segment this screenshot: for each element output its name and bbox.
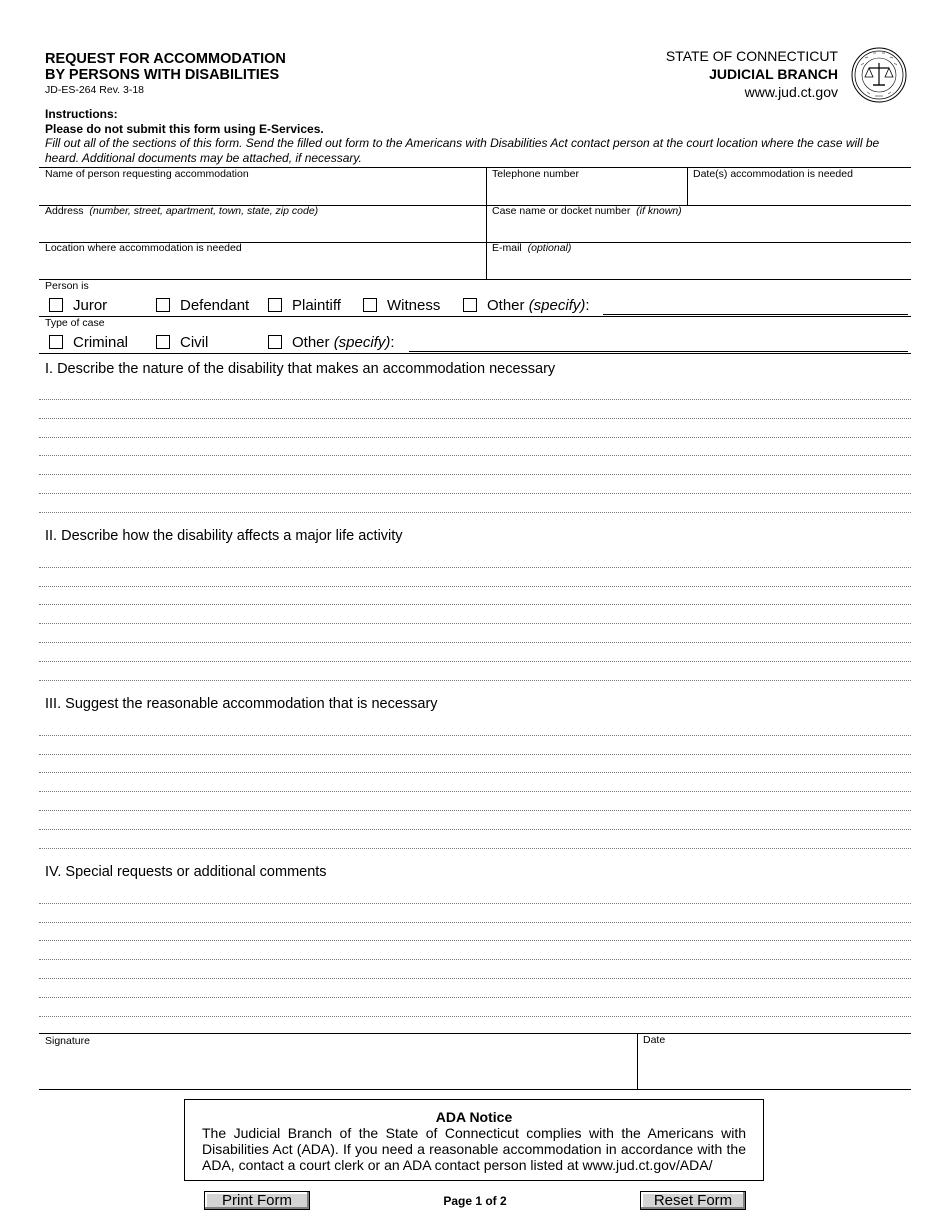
print-form-button[interactable]: Print Form [204,1191,310,1210]
divider [39,279,911,280]
section-4-line[interactable] [39,922,911,923]
signature-label: Signature [45,1035,90,1047]
section-1-line[interactable] [39,474,911,475]
person-is-options [49,296,909,314]
section-4-line[interactable] [39,903,911,904]
case-label: Case name or docket number [492,205,631,217]
person-is-label: Person is [45,280,89,292]
case-type-options [49,333,909,351]
checkbox-box[interactable] [363,298,377,312]
website: www.jud.ct.gov [744,84,838,100]
juror-label: Juror [73,296,108,314]
plaintiff-label: Plaintiff [292,296,341,314]
section-2-line[interactable] [39,642,911,643]
signature-date-field[interactable] [643,1034,665,1046]
criminal-checkbox[interactable] [49,334,128,351]
title-line-1: REQUEST FOR ACCOMMODATION [45,51,286,67]
dates-label: Date(s) accommodation is needed [693,168,853,180]
section-4-line[interactable] [39,1016,911,1017]
divider [687,167,688,205]
section-1-line[interactable] [39,437,911,438]
email-hint: (optional) [527,242,572,254]
case-other-label: Other [292,333,330,351]
section-1-line[interactable] [39,493,911,494]
section-2-heading: II. Describe how the disability affects a major life activity [45,528,403,544]
checkbox-box[interactable] [49,298,63,312]
case-other-specify-input[interactable] [409,351,908,352]
section-1-line[interactable] [39,512,911,513]
section-1-line[interactable] [39,399,911,400]
section-2-line[interactable] [39,567,911,568]
checkbox-box[interactable] [268,335,282,349]
instructions-heading: Instructions: [45,107,118,121]
divider [39,1033,911,1034]
ada-notice [184,1099,764,1181]
case-type-label: Type of case [45,317,105,329]
section-1-line[interactable] [39,418,911,419]
defendant-checkbox[interactable] [156,297,249,314]
name-field[interactable] [45,168,249,180]
section-3-line[interactable] [39,791,911,792]
section-3-line[interactable] [39,848,911,849]
section-1-heading: I. Describe the nature of the disability that makes an accommodation necessary [45,361,556,377]
page-number: Page 1 of 2 [443,1194,507,1208]
instructions-warning: Please do not submit this form using E-Services. [45,121,324,136]
plaintiff-checkbox[interactable] [268,297,341,314]
phone-field[interactable] [492,168,579,180]
address-hint: (number, street, apartment, town, state, zip code) [89,205,319,217]
section-3-line[interactable] [39,810,911,811]
organization-block [666,47,838,101]
specify-label: (specify) [528,296,586,314]
title-line-2: BY PERSONS WITH DISABILITIES [45,67,280,83]
case-hint: (if known) [636,205,682,217]
section-4-line[interactable] [39,959,911,960]
section-2-line[interactable] [39,604,911,605]
witness-checkbox[interactable] [363,297,440,314]
juror-checkbox[interactable] [49,297,107,314]
section-2-line[interactable] [39,661,911,662]
section-4-line[interactable] [39,997,911,998]
section-3-line[interactable] [39,829,911,830]
instructions-text: Fill out all of the sections of this form. Send the filled out form to the Americans with Disabilities Act contact person at the court location where the case will be heard. Additional documents may be attached, if necessary. [45,136,880,165]
checkbox-box[interactable] [156,335,170,349]
checkbox-box[interactable] [268,298,282,312]
divider [486,167,487,279]
reset-form-button[interactable]: Reset Form [640,1191,746,1210]
checkbox-box[interactable] [463,298,477,312]
defendant-label: Defendant [180,296,250,314]
section-2-line[interactable] [39,623,911,624]
case-field[interactable] [492,205,682,217]
name-label: Name of person requesting accommodation [45,168,249,180]
divider [39,353,911,354]
witness-label: Witness [387,296,441,314]
divider [637,1033,638,1089]
signature-date-label: Date [643,1034,666,1046]
signature-field[interactable] [45,1035,90,1047]
other-checkbox[interactable]: Other (specify) : [463,297,590,314]
other-label: Other [487,296,525,314]
section-3-line[interactable] [39,772,911,773]
checkbox-box[interactable] [49,335,63,349]
address-label: Address [45,205,84,217]
phone-label: Telephone number [492,168,579,180]
section-4-line[interactable] [39,940,911,941]
section-1-line[interactable] [39,455,911,456]
email-field[interactable] [492,242,571,254]
form-title [45,51,286,83]
ada-notice-heading: ADA Notice [435,1109,513,1125]
section-4-line[interactable] [39,978,911,979]
section-2-line[interactable] [39,680,911,681]
section-3-line[interactable] [39,754,911,755]
civil-checkbox[interactable] [156,334,208,351]
form-number: JD-ES-264 Rev. 3-18 [45,84,145,96]
criminal-label: Criminal [73,333,129,351]
email-label: E-mail [492,242,522,254]
section-4-heading: IV. Special requests or additional comments [45,864,327,880]
case-other-checkbox[interactable]: Other (specify) : [268,334,395,351]
ada-notice-text: The Judicial Branch of the State of Connecticut complies with the Americans with Disabilities Act (ADA). If you need a reasonable accommodation in accordance with the ADA, contact a court clerk or an ADA contact person listed at www.jud.ct.gov/ADA/ [202,1125,746,1173]
section-3-heading: III. Suggest the reasonable accommodation that is necessary [45,696,438,712]
divider [39,316,911,317]
section-2-line[interactable] [39,586,911,587]
branch-name: JUDICIAL BRANCH [709,66,838,82]
divider [39,1089,911,1090]
case-specify-label: (specify) [333,333,391,351]
checkbox-box[interactable] [156,298,170,312]
address-field[interactable] [45,205,318,217]
instructions [45,107,905,165]
dates-field[interactable] [693,168,853,180]
civil-label: Civil [180,333,209,351]
state-name: STATE OF CONNECTICUT [665,48,838,64]
location-field[interactable] [45,242,242,254]
person-other-specify-input[interactable] [603,314,908,315]
section-3-line[interactable] [39,735,911,736]
judicial-seal-icon [851,47,907,103]
location-label: Location where accommodation is needed [45,242,242,254]
